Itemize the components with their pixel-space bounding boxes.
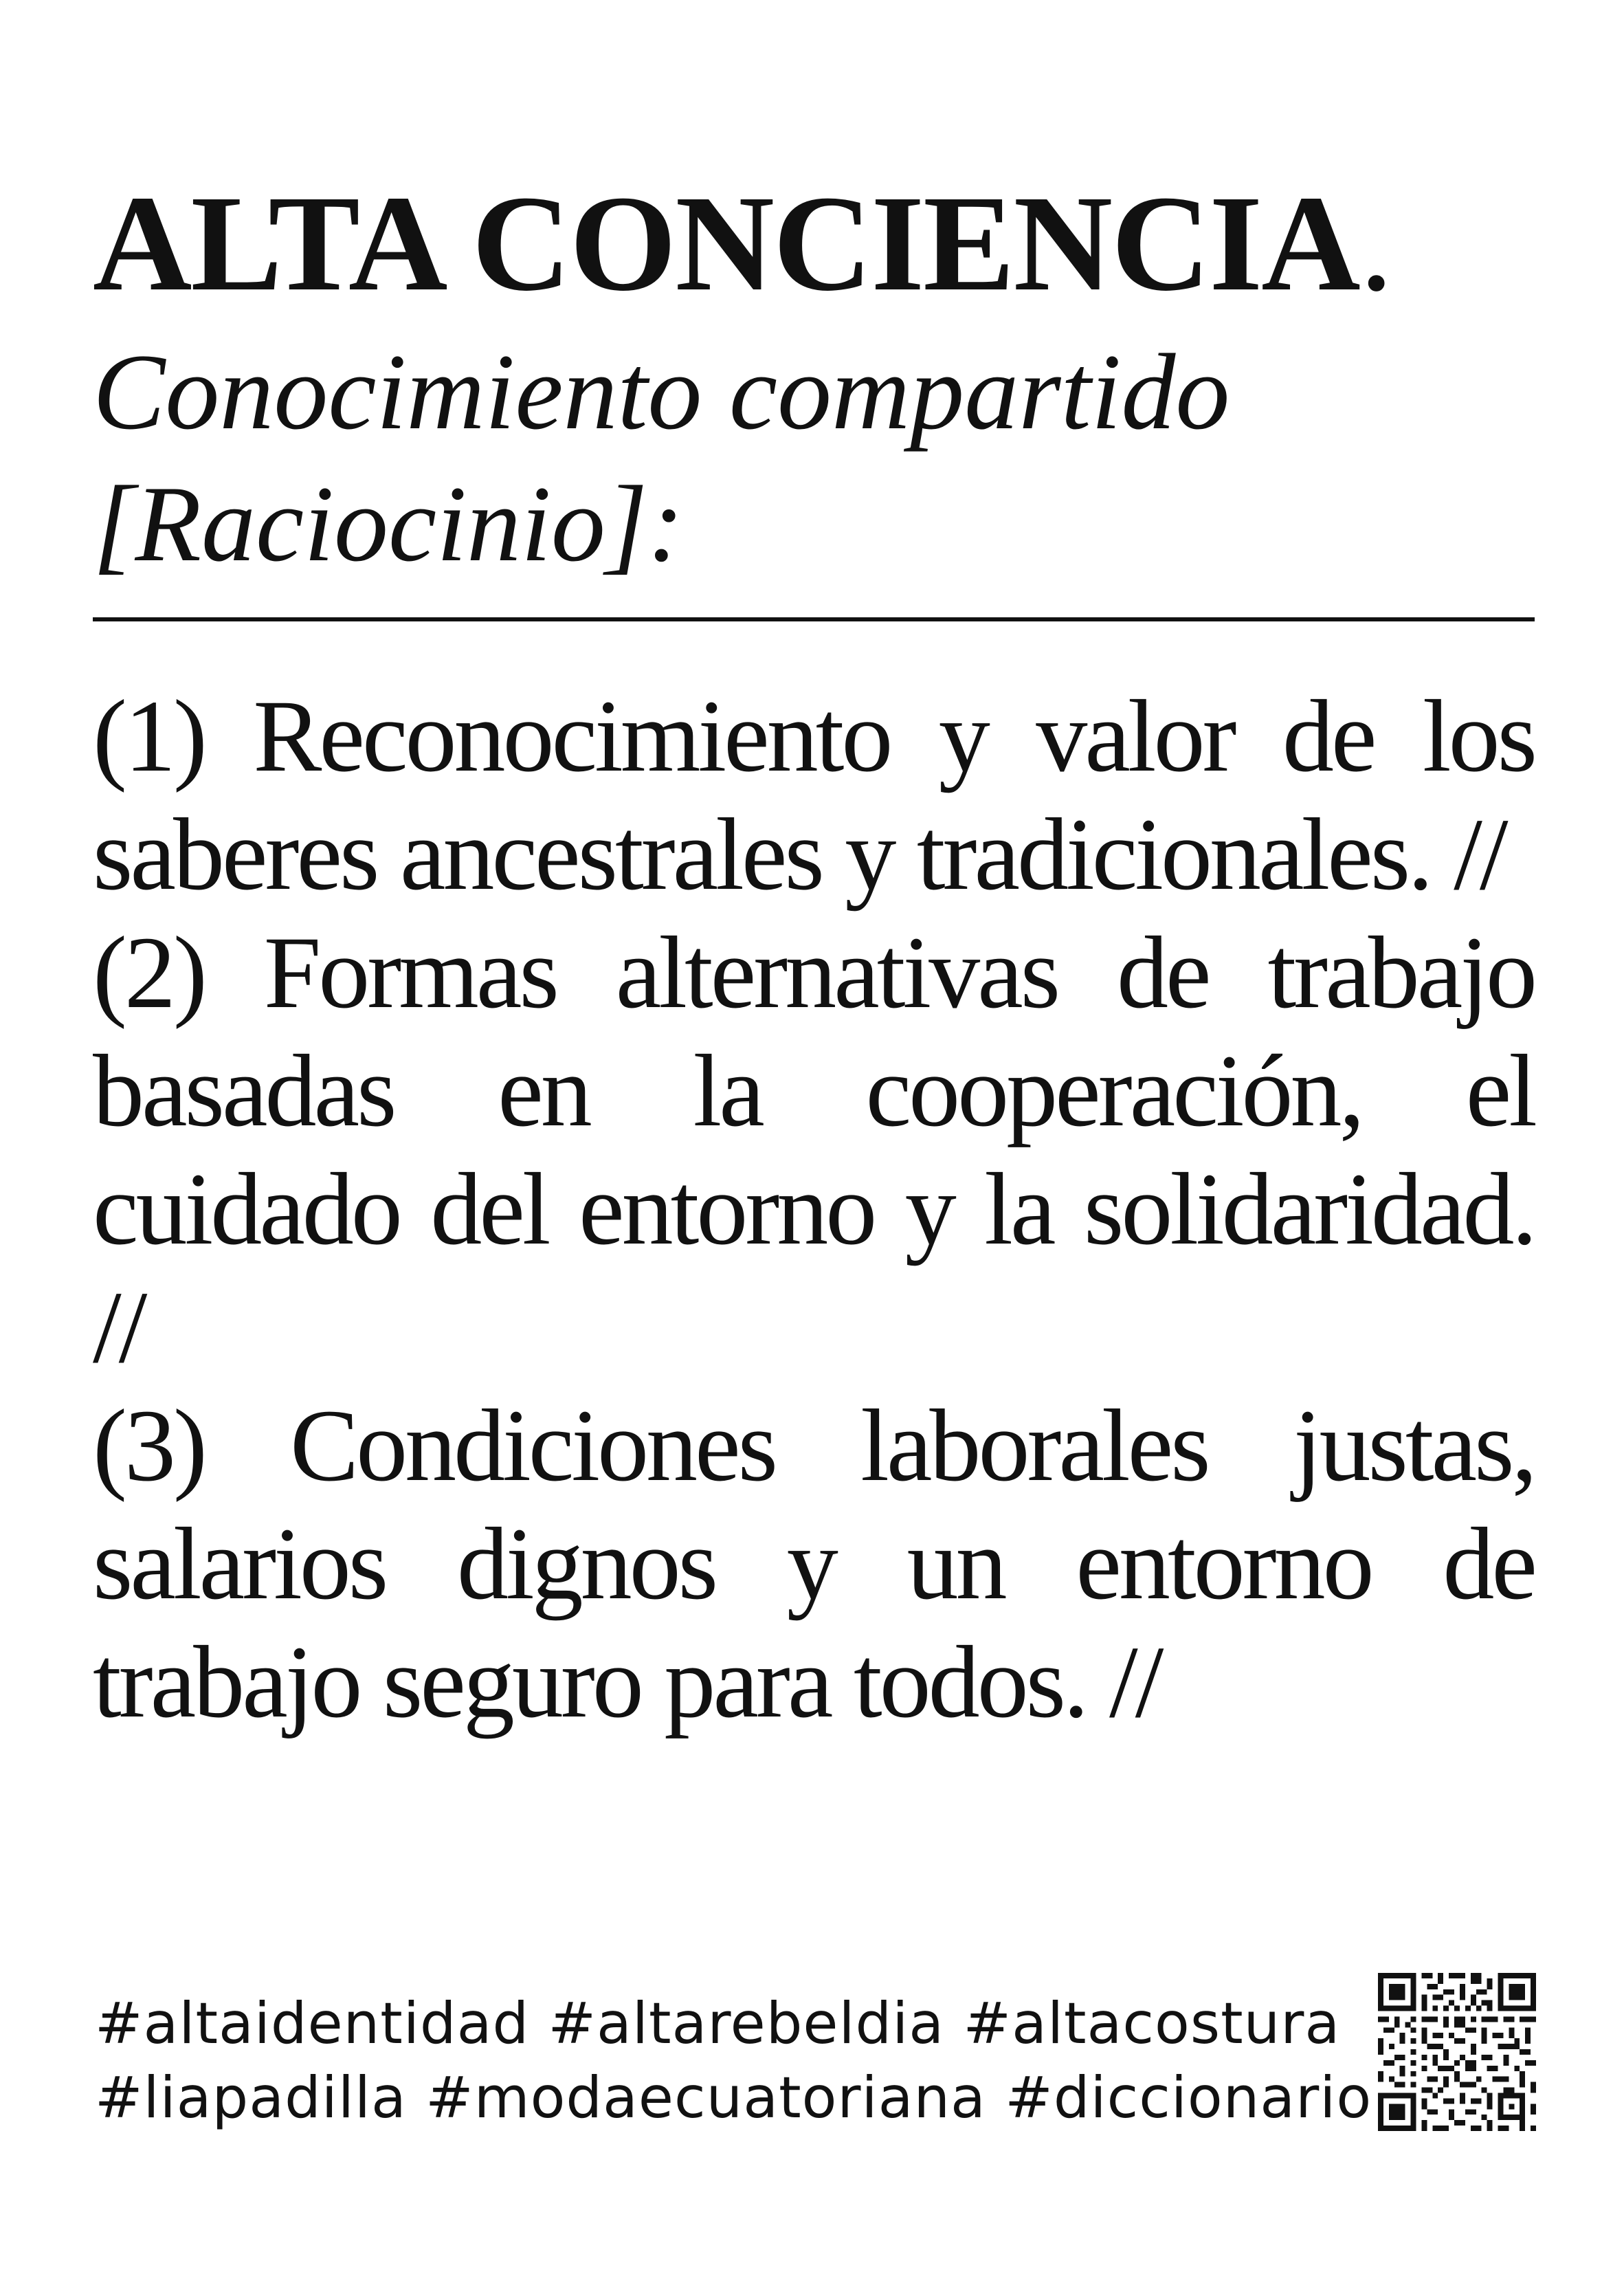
hashtags [95, 1987, 1372, 2135]
title-block [93, 168, 1536, 590]
page-title [93, 168, 1536, 320]
definition-1: (1) Reconocimiento y valor de los saberes ancestrales y tradicionales. // [93, 679, 1535, 912]
hashtag-line-2: #liapadilla #modaecuatoriana #diccionario [95, 2064, 1372, 2131]
definitions-list [93, 677, 1535, 1741]
subtitle [93, 327, 1536, 590]
subtitle-line-1: Conocimiento compartido [93, 332, 1230, 452]
definition-3: (3) Condiciones laborales justas, salarios dignos y un entorno de trabajo seguro para todos. // [93, 1389, 1535, 1739]
qr-code-icon [1378, 1973, 1536, 2131]
divider [93, 617, 1535, 621]
hashtag-line-1: #altaidentidad #altarebeldia #altacostura [95, 1990, 1341, 2057]
title-dot: . [1359, 168, 1392, 320]
title-text: ALTA CONCIENCIA [93, 168, 1359, 320]
subtitle-line-2: [Raciocinio]: [93, 464, 685, 584]
definition-2: (2) Formas alternativas de trabajo basadas en la cooperación, el cuidado del entorno y la solidaridad. // [93, 916, 1535, 1384]
